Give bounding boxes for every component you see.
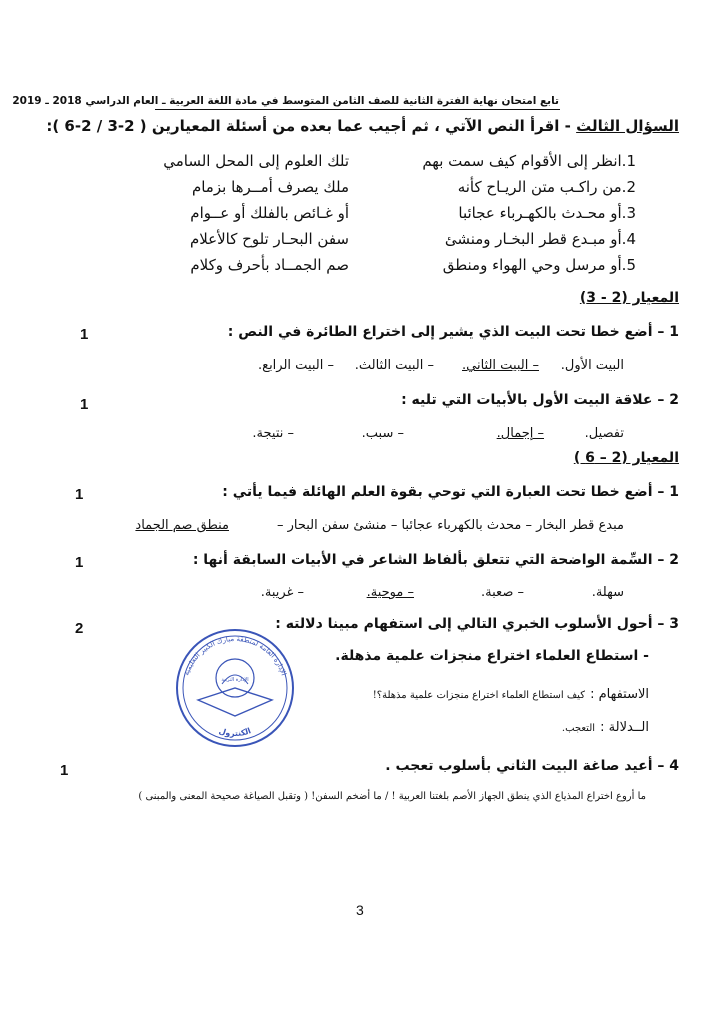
question-3-text: 1 – أضع خطا تحت العبارة التي توحي بقوة العلم الهائلة فيما يأتي : bbox=[222, 484, 679, 500]
question-5-sentence: - استطاع العلماء اختراع منجزات علمية مذهلة. bbox=[335, 648, 649, 664]
question-label: السؤال الثالث bbox=[576, 117, 679, 135]
question-title bbox=[46, 117, 679, 135]
question-4-text: 2 – السِّمة الواضحة التي تتعلق بألفاظ الشاعر في الأبيات السابقة أنها : bbox=[192, 552, 679, 568]
page-number: 3 bbox=[356, 902, 364, 918]
answer-meaning-label: الــدلالة : bbox=[600, 720, 649, 735]
question-instruction: - اقرأ النص الآتي ، ثم أجيب عما بعده من أسئلة المعيارين ( 2-3 / 2-6 ): bbox=[46, 117, 571, 135]
question-4-score: 1 bbox=[75, 554, 84, 571]
poem-line-1-second: تلك العلوم إلى المحل السامي bbox=[163, 152, 349, 170]
poem-line-2-first: 2.من راكـب متن الريـاح كأنه bbox=[457, 178, 636, 196]
question-6-answer: ما أروع اختراع المذياع الذي ينطق الجهاز الأصم بلغتنا العربية ! / ما أضخم السفن! ( وتقبل الصياغة صحيحة المعنى والمبنى ) bbox=[138, 791, 646, 802]
handwritten-answer: كيف استطاع العلماء اختراع منجزات علمية مذهلة؟! bbox=[372, 690, 585, 701]
option: – البيت الرابع. bbox=[258, 358, 334, 373]
poem-line-3-first: 3.أو محـدث بالكهـرباء عجائبا bbox=[458, 204, 636, 222]
option-underlined: منطق صم الجماد bbox=[135, 518, 229, 533]
poem-line-4-first: 4.أو مبـدع قطر البخـار ومنشئ bbox=[444, 230, 636, 248]
answer-question-label: الاستفهام : bbox=[590, 687, 649, 702]
answer-meaning-line bbox=[562, 716, 649, 735]
option-underlined: – موحية. bbox=[366, 585, 414, 600]
poem-line-4-second: سفن البحـار تلوح كالأعلام bbox=[189, 230, 349, 248]
option: – نتيجة. bbox=[252, 426, 294, 441]
option-underlined: – البيت الثاني. bbox=[462, 358, 539, 373]
poem-line-5-second: صم الجمــاد بأحرف وكلام bbox=[190, 256, 349, 274]
exam-header: تابع امتحان نهاية الفترة الثانية للصف الثامن المتوسط في مادة اللغة العربية ـ العام الدراسي 2018 ـ 2019 bbox=[12, 95, 559, 107]
handwritten-answer: التعجب. bbox=[561, 723, 596, 734]
option: سهلة. bbox=[591, 585, 624, 600]
question-5-score: 2 bbox=[75, 620, 84, 637]
option: – صعبة. bbox=[481, 585, 524, 600]
official-stamp bbox=[170, 626, 300, 750]
option: – سبب. bbox=[361, 426, 404, 441]
criterion-label-2-6: المعيار (2 – 6 ) bbox=[573, 450, 679, 466]
question-1-text: 1 – أضع خطا تحت البيت الذي يشير إلى اختراع الطائرة في النص : bbox=[227, 324, 679, 340]
poem-line-2-second: ملك يصرف أمــرها بزمام bbox=[191, 178, 349, 196]
option: تفصيل. bbox=[584, 426, 624, 441]
option: البيت الأول. bbox=[560, 358, 624, 373]
option: – البيت الثالث. bbox=[354, 358, 434, 373]
question-2-score: 1 bbox=[80, 396, 89, 413]
svg-text:الكنترول: الكنترول bbox=[217, 726, 253, 739]
poem-line-5-first: 5.أو مرسل وحي الهواء ومنطق bbox=[442, 256, 636, 274]
question-2-text: 2 – علاقة البيت الأول بالأبيات التي تليه : bbox=[401, 392, 679, 408]
question-1-score: 1 bbox=[80, 326, 89, 343]
svg-text:الإدارة التربية: الإدارة التربية bbox=[221, 677, 249, 683]
option-underlined: – إجمال. bbox=[496, 426, 544, 441]
poem-line-3-second: أو غـائص بالفلك أو عــوام bbox=[190, 204, 349, 222]
question-3-score: 1 bbox=[75, 486, 84, 503]
criterion-label-2-3: المعيار (2 - 3) bbox=[579, 290, 679, 306]
svg-text:الإدارة العامة لمنطقة مبارك ال: الإدارة العامة لمنطقة مبارك الكبير التعليمية bbox=[182, 634, 288, 677]
header-underline bbox=[155, 109, 560, 110]
poem-line-1-first: 1.انظر إلى الأقوام كيف سمت بهم bbox=[422, 152, 636, 170]
question-6-text: 4 – أعيد صاغة البيت الثاني بأسلوب تعجب . bbox=[385, 758, 679, 774]
answer-question-line bbox=[373, 683, 649, 702]
option: مبدع قطر البخار – محدث بالكهرباء عجائبا – منشئ سفن البحار – bbox=[276, 518, 624, 533]
question-6-score: 1 bbox=[60, 762, 69, 779]
option: – غريبة. bbox=[260, 585, 304, 600]
question-5-text: 3 – أحول الأسلوب الخبري التالي إلى استفهام مبينا دلالته : bbox=[275, 616, 679, 632]
